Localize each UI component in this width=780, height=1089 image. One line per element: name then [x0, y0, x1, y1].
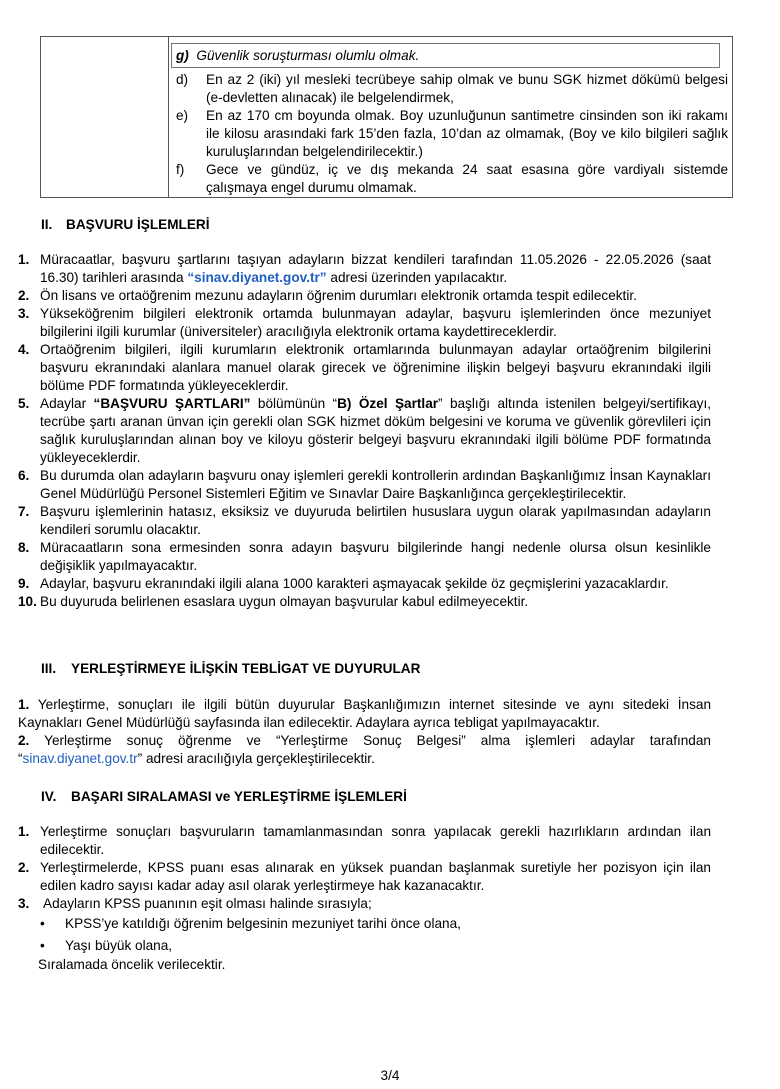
item-number: 3. [18, 306, 30, 321]
section-3-paragraph-1 [18, 696, 711, 732]
bullet-text: KPSS’ye katıldığı öğrenim belgesinin mezuniyet tarihi önce olana, [65, 916, 461, 931]
section-2-heading [41, 217, 210, 232]
results-link[interactable]: sinav.diyanet.gov.tr [22, 751, 138, 766]
item-text: Ön lisans ve ortaöğrenim mezunu adayların öğrenim durumları elektronik ortamda tespit edilecektir. [40, 288, 637, 303]
requirement-text: Gece ve gündüz, iç ve dış mekanda 24 saat esasına göre vardiyalı sistemde çalışmaya engel durumu olmamak. [206, 162, 728, 195]
item-text: Bu duyuruda belirlenen esaslara uygun olmayan başvurular kabul edilmeyecektir. [40, 594, 529, 609]
bullet-item [40, 937, 172, 955]
item-number: 1. [18, 252, 30, 267]
item-number: 7. [18, 504, 30, 519]
bullet-icon: • [40, 916, 45, 931]
item-number: 5. [18, 396, 30, 411]
item-text: Başvuru işlemlerinin hatasız, eksiksiz ve duyuruda belirtilen hususlara uygun olarak yapılmasından adayların kendileri sorumlu olacaktır. [40, 504, 711, 537]
paragraph-text: Yerleştirme, sonuçları ile ilgili bütün duyurular Başkanlığımızın internet sitesinde ve aynı sitedeki İnsan Kaynakları Genel Müdürlüğü sayfasında ilan edilecektir. Adaylara ayrıca tebligat yapılmayacaktır. [18, 697, 711, 730]
section-3-title: YERLEŞTİRMEYE İLİŞKİN TEBLİGAT VE DUYURULAR [71, 661, 421, 676]
section-4-heading [41, 789, 407, 804]
item-text: Müracaatların sona ermesinden sonra adayın başvuru bilgilerinde hangi nedenle olursa olsun kesinlikle değişiklik yapılmayacaktır. [40, 540, 711, 573]
item-text-part: ” başlığı altında istenilen belgeyi/sertifikayı, tecrübe şartı aranan ünvan için gerekli olan SGK hizmet döküm belgesini ve koruma ve güvenlik görevlileri için sağlık kuruluşlarından alınan boy ve kiloyu gösterir belgeyi başvuru ekranındaki ilgili bölüme PDF formatında yükleyeceklerdir. [40, 396, 711, 465]
list-item [18, 895, 711, 913]
paragraph-text: Yerleştirme sonuç öğrenme ve “Yerleştirme Sonuç Belgesi” alma işlemleri adaylar tarafından “ [18, 733, 711, 766]
requirement-g-text: Güvenlik soruşturması olumlu olmak. [196, 48, 420, 63]
requirement-marker: e) [176, 108, 189, 123]
section-3-paragraph-2 [18, 732, 711, 768]
list-item [18, 823, 711, 859]
bullet-icon: • [40, 938, 45, 953]
item-text: Yükseköğrenim bilgileri elektronik ortamda bulunmayan adaylar, başvuru işlemlerinden önce mezuniyet bilgilerini ilgili kurumlar (üniversiteler) aracılığıyla elektronik ortama kaydettireceklerdir. [40, 306, 711, 339]
list-item [18, 341, 711, 395]
list-item [18, 467, 711, 503]
requirement-item [176, 71, 728, 107]
section-2-title: BAŞVURU İŞLEMLERİ [66, 217, 210, 232]
closing-text: Sıralamada öncelik verilecektir. [38, 957, 226, 972]
item-text [40, 251, 711, 287]
item-text: Bu durumda olan adayların başvuru onay işlemleri gerekli kontrollerin ardından Başkanlığımız İnsan Kaynakları Genel Müdürlüğü Personel Sistemleri Eğitim ve Sınavlar Daire Başkanlığınca gerçekleştirilecektir. [40, 468, 711, 501]
requirement-marker: d) [176, 72, 189, 87]
list-item [18, 305, 711, 341]
table-left-cell [41, 37, 169, 197]
closing-line [38, 956, 225, 974]
section-3-heading [41, 661, 420, 676]
paragraph-number: 1. [18, 697, 30, 712]
item-text: Yerleştirmelerde, KPSS puanı esas alınarak en yüksek puandan başlanmak suretiyle her pozisyon için ilan edilen kadro sayısı kadar aday asıl olarak yerleştirmeye hak kazanacaktır. [40, 860, 711, 893]
bullet-item [40, 915, 461, 933]
section-2-number: II. [41, 217, 53, 232]
paragraph-number: 2. [18, 733, 30, 748]
requirement-g-marker: g) [176, 48, 189, 63]
list-item [18, 575, 711, 593]
section-4-number: IV. [41, 789, 57, 804]
item-text-part: bölümünün “ [250, 396, 338, 411]
requirement-text: En az 2 (iki) yıl mesleki tecrübeye sahip olmak ve bunu SGK hizmet dökümü belgesi (e-devletten alınacak) ile belgelendirmek, [206, 72, 728, 105]
list-item [18, 859, 711, 895]
item-number: 3. [18, 896, 30, 911]
item-text: Adayların KPSS puanının eşit olması halinde sırasıyla; [40, 896, 372, 911]
item-text-part: Müracaatlar, başvuru şartlarını taşıyan adayların bizzat kendileri tarafından 11.05.2026 - 22.05.2026 (saat 16.30) tarihleri arasında [40, 252, 711, 285]
requirement-text: En az 170 cm boyunda olmak. Boy uzunluğunun santimetre cinsinden son iki rakamı ile kilosu arasındaki fark 15’den fazla, 10’dan az olmamak, (Boy ve kilo bilgileri sağlık kuruluşlarından belgelendirilecektir.) [206, 108, 728, 159]
item-text-bold: “BAŞVURU ŞARTLARI” [93, 396, 251, 411]
item-text [40, 395, 711, 467]
section-4-title: BAŞARI SIRALAMASI ve YERLEŞTİRME İŞLEMLERİ [71, 789, 407, 804]
item-number: 10. [18, 594, 37, 609]
requirement-g-box [171, 43, 720, 68]
bullet-text: Yaşı büyük olana, [65, 938, 173, 953]
item-text: Ortaöğrenim bilgileri, ilgili kurumların elektronik ortamlarında bulunmayan adaylar ortaöğrenim bilgilerini başvuru ekranındaki alanlara manuel olarak girecek ve öğrenimine ilişkin belgeyi başvuru ekranındaki ilgili bölüme PDF formatında yükleyeceklerdir. [40, 342, 711, 393]
section-4-list [18, 823, 711, 913]
requirement-item [176, 161, 728, 197]
section-2-list [18, 251, 711, 611]
paragraph-text: ” adresi aracılığıyla gerçekleştirilecektir. [137, 751, 375, 766]
section-3-number: III. [41, 661, 57, 676]
item-number: 9. [18, 576, 30, 591]
item-text-part: Adaylar [40, 396, 94, 411]
list-item [18, 251, 711, 287]
item-number: 8. [18, 540, 30, 555]
list-item [18, 395, 711, 467]
list-item [18, 287, 711, 305]
requirement-marker: f) [176, 162, 185, 177]
item-text-part: adresi üzerinden yapılacaktır. [326, 270, 508, 285]
list-item [18, 593, 711, 611]
application-link[interactable]: “sinav.diyanet.gov.tr” [187, 270, 327, 285]
list-item [18, 539, 711, 575]
item-number: 2. [18, 860, 30, 875]
item-text: Yerleştirme sonuçları başvuruların tamamlanmasından sonra yapılacak gerekli hazırlıkların ardından ilan edilecektir. [40, 824, 711, 857]
page-number: 3/4 [380, 1068, 400, 1083]
item-text-bold: B) Özel Şartlar [337, 396, 439, 411]
requirement-list [176, 71, 728, 197]
requirements-table [40, 36, 733, 198]
requirement-item [176, 107, 728, 161]
list-item [18, 503, 711, 539]
item-number: 2. [18, 288, 30, 303]
item-number: 4. [18, 342, 30, 357]
item-number: 6. [18, 468, 30, 483]
item-number: 1. [18, 824, 30, 839]
item-text: Adaylar, başvuru ekranındaki ilgili alana 1000 karakteri aşmayacak şekilde öz geçmişlerini yazacaklardır. [40, 576, 669, 591]
